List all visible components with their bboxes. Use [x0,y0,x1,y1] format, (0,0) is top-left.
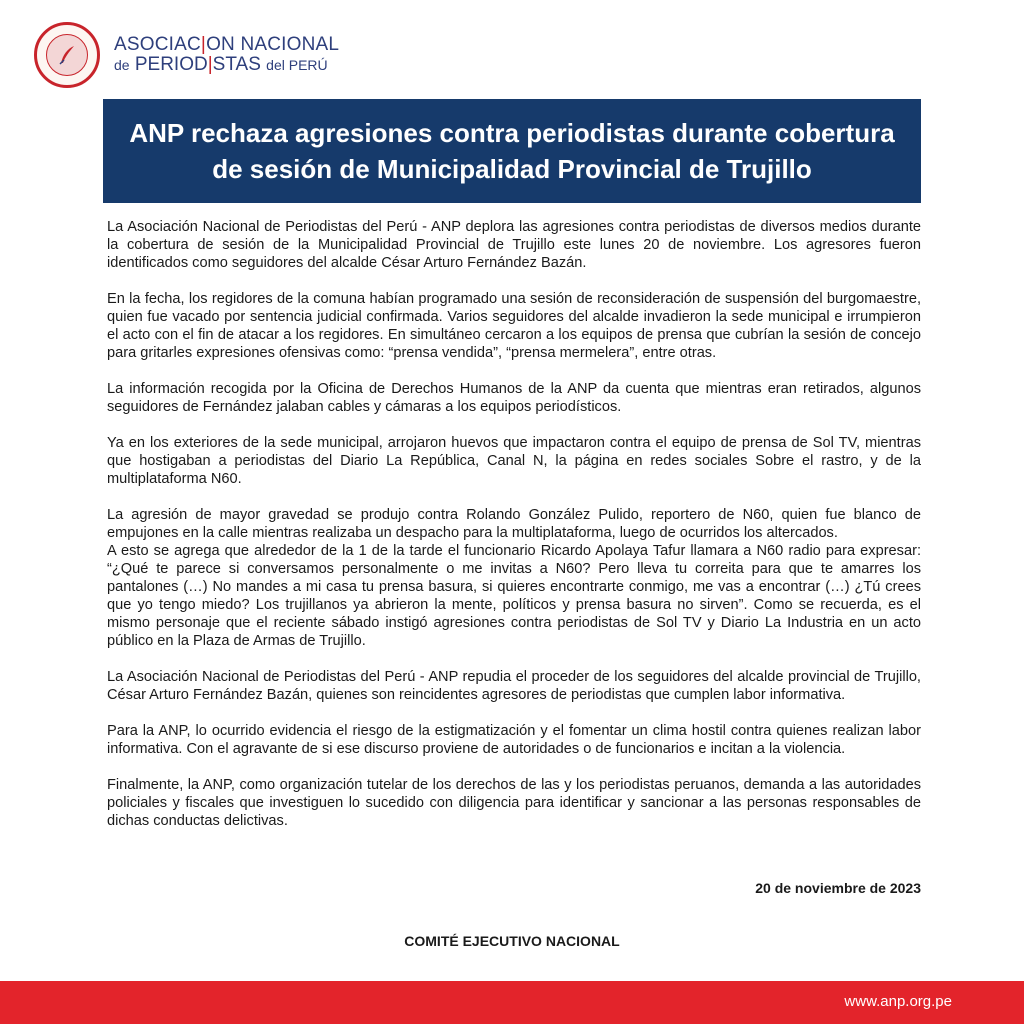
logo-text-part: del PERÚ [266,57,328,73]
body-paragraph: La Asociación Nacional de Periodistas del Perú - ANP repudia el proceder de los seguidores del alcalde provincial de Trujillo, César Arturo Fernández Bazán, quienes son reincidentes agresores de periodistas que cumplen labor informativa. [107,669,921,703]
organization-header [34,20,339,90]
website-link[interactable]: www.anp.org.pe [844,993,952,1010]
logo-text-part: ON NACIONAL [206,34,340,56]
statement-date: 20 de noviembre de 2023 [755,880,921,896]
body-paragraph: Para la ANP, lo ocurrido evidencia el riesgo de la estigmatización y el fomentar un clima hostil contra quienes realizan labor informativa. Con el agravante de si ese discurso proviene de autoridades o de funcionarios e incitan a la violencia. [107,723,921,757]
quill-icon [46,34,88,76]
signature: COMITÉ EJECUTIVO NACIONAL [404,933,620,949]
body-paragraph: La información recogida por la Oficina de Derechos Humanos de la ANP da cuenta que mientras eran retirados, algunos seguidores de Fernández jalaban cables y cámaras a los equipos periodísticos. [107,381,921,415]
logo-text-part: PERIOD [134,54,208,75]
body-paragraph: La Asociación Nacional de Periodistas del Perú - ANP deplora las agresiones contra periodistas de diversos medios durante la cobertura de sesión de la Municipalidad Provincial de Trujillo este lunes 20 de noviembre. Los agresores fueron identificados como seguidores del alcalde César Arturo Fernández Bazán. [107,219,921,271]
body-paragraph: La agresión de mayor gravedad se produjo contra Rolando González Pulido, reportero de N60, quien fue blanco de empujones en la calle mientras realizaba un despacho para la multiplataforma, luego de ocurridos los altercados. [107,507,921,541]
page-title: ANP rechaza agresiones contra periodistas durante cobertura de sesión de Municipalidad Provincial de Trujillo [129,118,895,184]
body-paragraph: Finalmente, la ANP, como organización tutelar de los derechos de las y los periodistas peruanos, demanda a las autoridades policiales y fiscales que investiguen lo sucedido con diligencia para identificar y sancionar a las personas responsables de dichas conductas delictivas. [107,777,921,829]
logo-text-part: de [114,57,130,73]
statement-body [107,218,921,848]
logo-divider: | [207,54,213,75]
body-paragraph: En la fecha, los regidores de la comuna habían programado una sesión de reconsideración de suspensión del burgomaestre, quien fue vacado por sentencia judicial confirmada. Varios seguidores del alcalde invadieron la sede municipal e irrumpieron el acto con el fin de atacar a los regidores. En simultáneo cercaron a los equipos de prensa que cubrían la sesión de concejo para gritarles expresiones ofensivas como: “prensa vendida”, “prensa mermelera”, entre otras. [107,291,921,361]
logo-text-part: STAS [212,54,261,75]
logo-divider: | [200,34,207,56]
footer-bar [0,981,1024,1024]
anp-seal-icon [34,22,100,88]
logo-text-part: ASOCIAC [114,34,201,56]
headline-banner [103,99,921,203]
body-paragraph: A esto se agrega que alrededor de la 1 de la tarde el funcionario Ricardo Apolaya Tafur llamara a N60 radio para expresar: “¿Qué te parece si conversamos personalmente o me invitas a N60? Pero lleva tu correita para que te amarres los pantalones (…) No mandes a mi casa tu prensa basura, si quieres encontrarte conmigo, me vas a encontrar (…) ¿Tú crees que yo tengo miedo? Los trujillanos ya abrieron la mente, políticos y prensa basura no sirven”. Como se recuerda, es el mismo personaje que el reciente sábado instigó agresiones contra periodistas de Sol TV y Diario La Industria en un acto público en la Plaza de Armas de Trujillo. [107,543,921,649]
organization-logo-text [114,35,339,75]
body-paragraph: Ya en los exteriores de la sede municipal, arrojaron huevos que impactaron contra el equipo de prensa de Sol TV, mientras que hostigaban a periodistas del Diario La República, Canal N, la página en redes sociales Sobre el rastro, y de la multiplataforma N60. [107,435,921,487]
